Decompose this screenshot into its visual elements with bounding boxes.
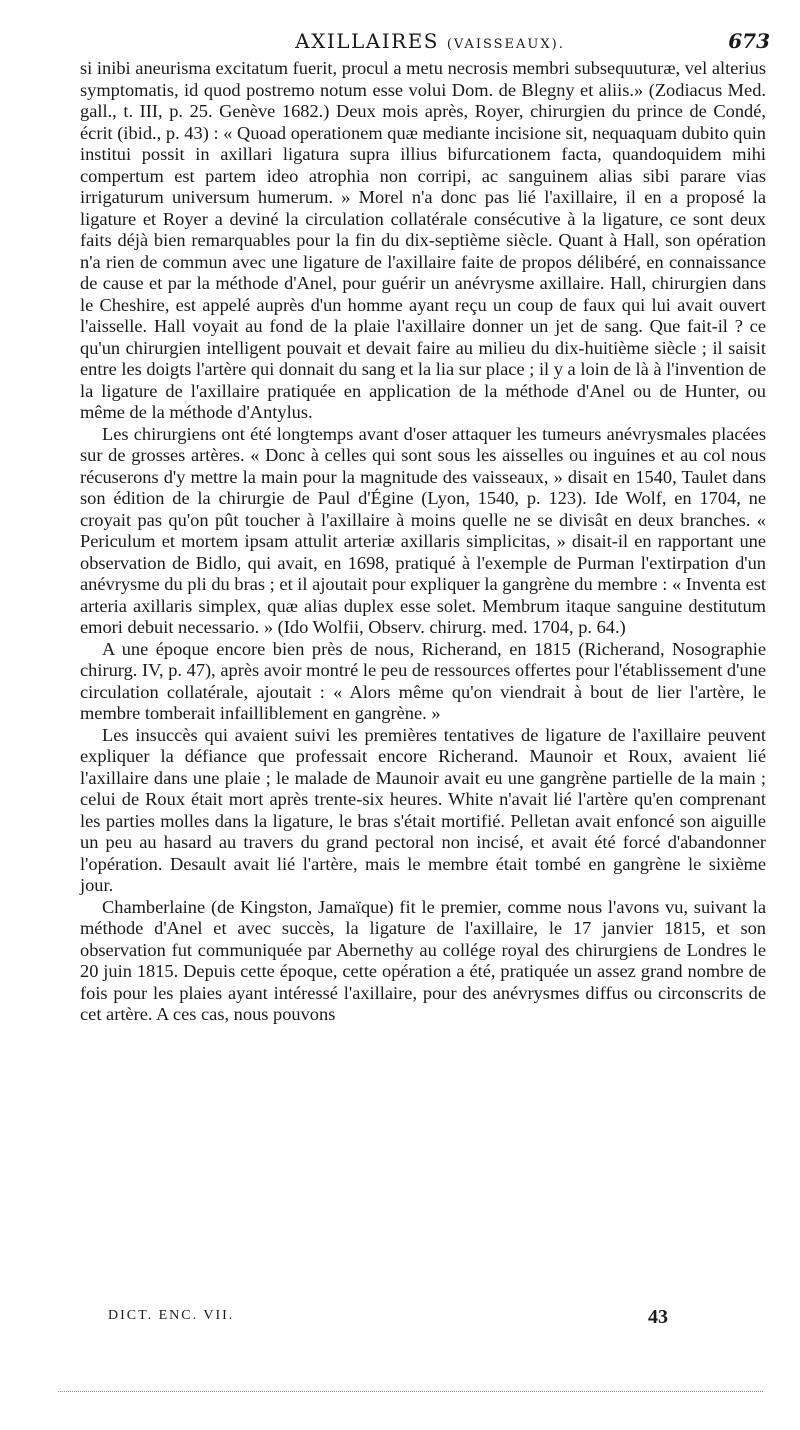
running-title-sub: (VAISSEAUX). [446,37,565,52]
running-title-main: AXILLAIRES [295,29,439,53]
body-text [80,58,766,1026]
signature-mark: DICT. ENC. VII. [108,1308,235,1323]
bottom-dotted-rule [58,1391,763,1392]
paragraph-1: si inibi aneurisma excitatum fuerit, procul a metu necrosis membri subsequuturæ, vel alterius symptomatis, id quod postremo notum esse volui Dom. de Blegny et aliis.» (Zodiacus Med. gall., t. III, p. 25. Genève 1682.) Deux mois après, Royer, chirurgien du prince de Condé, écrit (ibid., p. 43) : « Quoad operationem quæ mediante incisione sit, nequaquam dubito quin institui possit in axillari ligatura supra illius bifurcationem facta, quandoquidem mihi compertum est partem ideo atrophia non corripi, ac sanguinem alias sibi parare vias irrigaturum universum humerum. » Morel n'a donc pas lié l'axillaire, il en a proposé la ligature et Royer a deviné la circulation collatérale consécutive à la ligature, ce sont deux faits déjà bien remarquables pour la fin du dix-septième siècle. Quant à Hall, son opération n'a rien de commun avec une ligature de l'axillaire faite de propos délibéré, en connaissance de cause et par la méthode d'Anel, pour guérir un anévrysme axillaire. Hall, chirurgien dans le Cheshire, est appelé auprès d'un homme ayant reçu un coup de faux qui lui avait ouvert l'aisselle. Hall voyait au fond de la plaie l'axillaire donner un jet de sang. Que fait-il ? ce qu'un chirurgien intelligent pouvait et devait faire au milieu du dix-huitième siècle ; il saisit entre les doigts l'artère qui donnait du sang et la lia sur place ; il y a loin de là à l'invention de la ligature de l'axillaire pratiquée en application de la méthode d'Anel ou de Hunter, ou même de la méthode d'Antylus. [80,58,766,422]
page-footer [108,1308,668,1332]
page-header [90,28,770,54]
paragraph-4: Les insuccès qui avaient suivi les premières tentatives de ligature de l'axillaire peuvent expliquer la défiance que professait encore Richerand. Maunoir et Roux, avaient lié l'axillaire dans une plaie ; le malade de Maunoir avait eu une gangrène partielle de la main ; celui de Roux était mort après trente-six heures. White n'avait lié l'artère qu'en comprenant les parties molles dans la ligature, le bras s'était mortifié. Pelletan avait enfoncé son aiguille un peu au hasard au travers du grand pectoral non incisé, et avait été forcé d'abandonner l'opération. Desault avait lié l'artère, mais le membre était tombé en gangrène le sixième jour. [80,724,766,895]
paragraph-5: Chamberlaine (de Kingston, Jamaïque) fit le premier, comme nous l'avons vu, suivant la méthode d'Anel et avec succès, la ligature de l'axillaire, le 17 janvier 1815, et son observation fut communiquée par Abernethy au collége royal des chirurgiens de Londres le 20 juin 1815. Depuis cette époque, cette opération a été, pratiquée un assez grand nombre de fois pour les plaies ayant intéressé l'axillaire, pour des anévrysmes diffus ou circonscrits de cet artère. A ces cas, nous pouvons [80,896,766,1024]
running-title [90,28,770,58]
page-number: 673 [728,29,770,53]
paragraph-3: A une époque encore bien près de nous, Richerand, en 1815 (Richerand, Nosographie chirurg. IV, p. 47), après avoir montré le peu de ressources offertes pour l'établissement d'une circulation collatérale, ajoutait : « Alors même qu'on viendrait à bout de lier l'artère, le membre tomberait infailliblement en gangrène. » [80,638,766,723]
paragraph-2: Les chirurgiens ont été longtemps avant d'oser attaquer les tumeurs anévrysmales placées sur de grosses artères. « Donc à celles qui sont sous les aisselles ou inguines et au col nous récuserons d'y mettre la main pour la magnitude des vaisseaux, » disait en 1540, Taulet dans son édition de la chirurgie de Paul d'Égine (Lyon, 1540, p. 123). Ide Wolf, en 1704, ne croyait pas qu'on pût toucher à l'axillaire à moins quelle ne se divisât en deux branches. « Periculum et mortem ipsam attulit arteriæ axillaris simplicitas, » disait-il en rapportant une observation de Bidlo, qui avait, en 1698, pratiqué à l'exemple de Purman l'extirpation d'un anévrysme du pli du bras ; et il ajoutait pour expliquer la gangrène du membre : « Inventa est arteria axillaris simplex, quæ alias duplex esse solet. Membrum itaque sanguine destitutum emori debuit necessario. » (Ido Wolfii, Observ. chirurg. med. 1704, p. 64.) [80,423,766,637]
signature-number: 43 [648,1306,668,1328]
